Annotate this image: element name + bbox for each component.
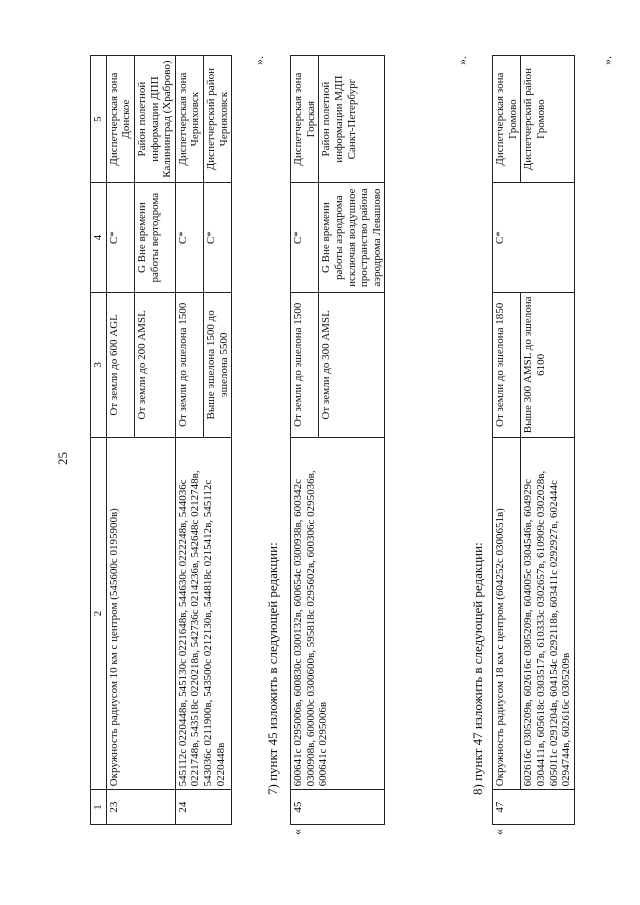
zone-description: 602616с 0305209в, 602616с 0305209в, 604005с 0304546в, 604929с 0304411в, 605618с 0303517в, 610333с 0302657в, 610909с 0302028в, 605011с 0291204в, 604154с 0292118в, 603411с 0292927в, 602444с 0294744в, 602616с 0305209в — [521, 437, 575, 790]
height-limits: Выше эшелона 1500 до эшелона 5500 — [204, 293, 232, 438]
row-number: 23 — [106, 790, 175, 825]
height-limits: От земли до 200 AMSL — [134, 293, 175, 438]
table-row — [493, 56, 521, 825]
table-row — [521, 56, 575, 825]
airspace-table-1 — [90, 55, 232, 825]
header-cell: 4 — [91, 183, 107, 293]
closing-quote: ». — [455, 56, 469, 65]
header-cell: 2 — [91, 437, 107, 790]
height-limits: От земли до эшелона 1850 — [493, 293, 521, 438]
table-row — [291, 56, 319, 825]
height-limits: От земли до эшелона 1500 — [291, 293, 319, 438]
atc-unit: Диспетчерский район Черняховск — [204, 56, 232, 183]
table-row — [175, 56, 203, 825]
zone-description: Окружность радиусом 18 км с центром (604252с 0300651в) — [493, 437, 521, 790]
closing-quote: ». — [600, 56, 614, 65]
heading-item-8: 8) пункт 47 изложить в следующей редакции: — [470, 542, 485, 795]
page-number: 25 — [55, 452, 70, 465]
row-number: 47 — [493, 790, 575, 825]
height-limits: Выше 300 AMSL до эшелона 6100 — [521, 293, 575, 438]
airspace-class: C* — [493, 183, 575, 293]
header-cell: 5 — [91, 56, 107, 183]
height-limits: От земли до 600 AGL — [106, 293, 134, 438]
zone-description: 600641с 0295006в, 600830с 0300132в, 600654с 0300938в, 600342с 0300908в, 600000с 0300600в, 595818с 0295602в, 600306с 0295036в, 600641с 0295006в — [291, 437, 385, 790]
atc-unit: Район полетной информации МДП Санкт-Петербург — [319, 56, 385, 183]
atc-unit: Район полетной информации ДПП Калининград (Храброво) — [134, 56, 175, 183]
opening-quote: « — [492, 829, 506, 835]
row-number: 24 — [175, 790, 232, 825]
atc-unit: Диспетчерская зона Громово — [493, 56, 521, 183]
zone-description: Окружность радиусом 10 км с центром (545600с 0195900в) — [106, 437, 175, 790]
zone-description: 545112с 0220448в, 545130с 0221648в, 544630с 0222248в, 544036с 0221748в, 543518с 0220218в, 542736с 0214236в, 542648с 0212748в, 543036с 0211900в, 543500с 0212130в, 544818с 0215412в, 545112с 0220448в — [175, 437, 232, 790]
opening-quote: « — [290, 829, 304, 835]
airspace-class: C* — [204, 183, 232, 293]
height-limits: От земли до 300 AMSL — [319, 293, 385, 438]
airspace-class: C* — [291, 183, 319, 293]
atc-unit: Диспетчерская зона Черняховск — [175, 56, 203, 183]
closing-quote: ». — [252, 56, 266, 65]
heading-item-7: 7) пункт 45 изложить в следующей редакции: — [265, 542, 280, 795]
atc-unit: Диспетчерский район Громово — [521, 56, 575, 183]
airspace-class: G Вне времени работы вертодрома — [134, 183, 175, 293]
table-header-row — [91, 56, 107, 825]
airspace-class: G Вне времени работы аэродрома исключая воздушное пространство района аэродрома Левашово — [319, 183, 385, 293]
airspace-table-3 — [492, 55, 575, 825]
header-cell: 1 — [91, 790, 107, 825]
height-limits: От земли до эшелона 1500 — [175, 293, 203, 438]
atc-unit: Диспетчерская зона Донское — [106, 56, 134, 183]
header-cell: 3 — [91, 293, 107, 438]
atc-unit: Диспетчерская зона Горская — [291, 56, 319, 183]
airspace-class: C* — [106, 183, 134, 293]
table-row — [106, 56, 134, 825]
row-number: 45 — [291, 790, 385, 825]
airspace-class: C* — [175, 183, 203, 293]
airspace-table-2 — [290, 55, 385, 825]
